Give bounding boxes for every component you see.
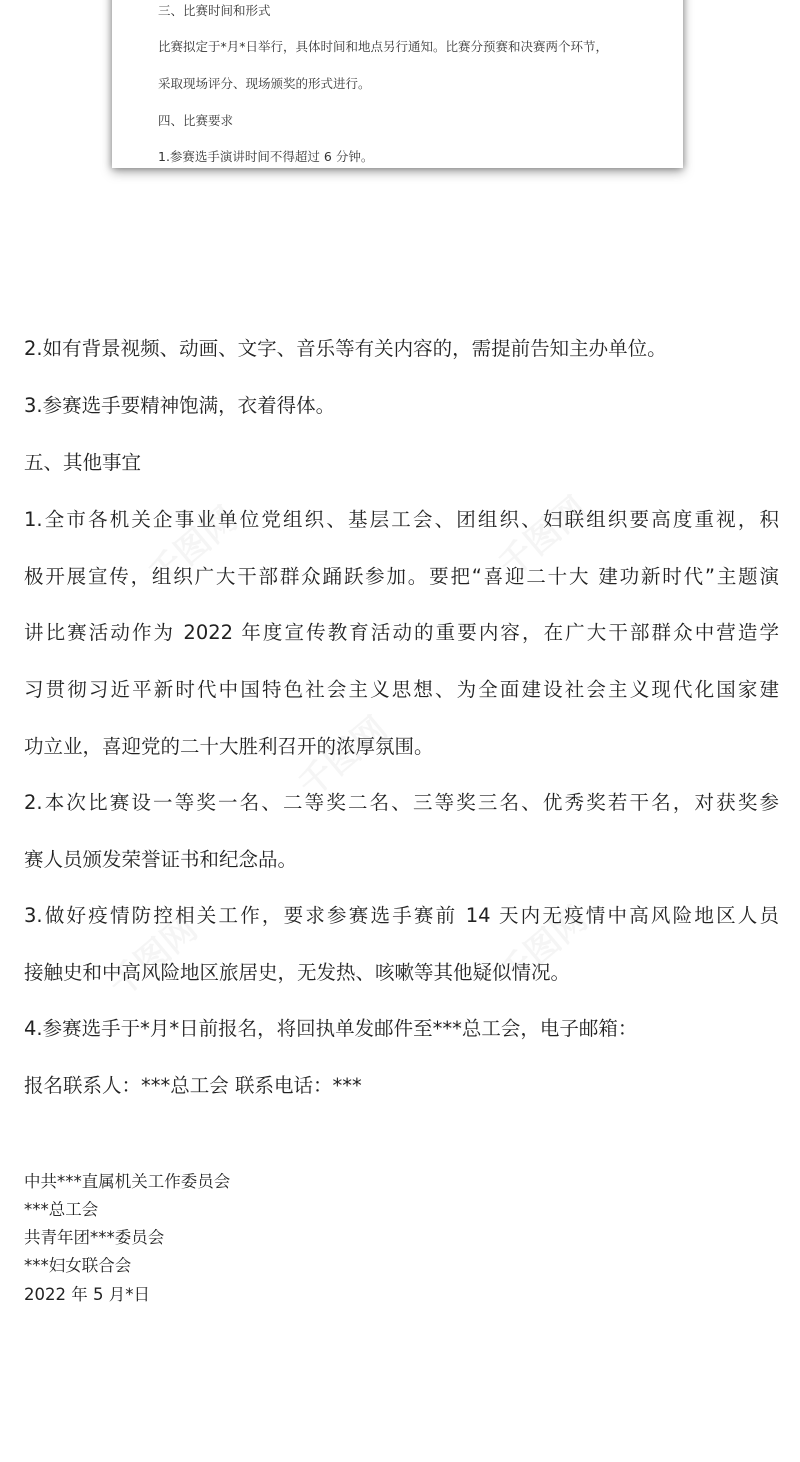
signature-org-4: ***妇女联合会	[24, 1256, 132, 1275]
item-1-line: 1.全市各机关企事业单位党组织、基层工会、团组织、妇联组织要高度重视，积	[24, 508, 779, 531]
contact-info: 报名联系人：***总工会 联系电话：***	[24, 1074, 362, 1097]
watermark: 千图网	[141, 499, 246, 596]
preview-text-line: 1.参赛选手演讲时间不得超过 6 分钟。	[158, 149, 374, 164]
document-preview-card	[112, 0, 683, 168]
preview-heading-4: 四、比赛要求	[158, 113, 234, 128]
item-3-line: 接触史和中高风险地区旅居史，无发热、咳嗽等其他疑似情况。	[24, 961, 571, 984]
item-1-line: 习贯彻习近平新时代中国特色社会主义思想、为全面建设社会主义现代化国家建	[24, 678, 779, 701]
requirement-2: 2.如有背景视频、动画、文字、音乐等有关内容的，需提前告知主办单位。	[24, 337, 667, 360]
watermark: 千图网	[291, 709, 396, 806]
section-heading-5: 五、其他事宜	[24, 451, 142, 474]
item-1-line: 功立业，喜迎党的二十大胜利召开的浓厚氛围。	[24, 735, 434, 758]
item-2-line: 2.本次比赛设一等奖一名、二等奖二名、三等奖三名、优秀奖若干名，对获奖参	[24, 791, 779, 814]
signature-date: 2022 年 5 月*日	[24, 1285, 150, 1304]
preview-text-line: 采取现场评分、现场颁奖的形式进行。	[158, 76, 371, 91]
watermark: 千图网	[491, 489, 596, 586]
signature-org-2: ***总工会	[24, 1200, 99, 1219]
watermark: 千图网	[101, 909, 206, 1006]
item-3-line: 3.做好疫情防控相关工作，要求参赛选手赛前 14 天内无疫情中高风险地区人员	[24, 904, 779, 927]
signature-org-3: 共青年团***委员会	[24, 1228, 165, 1247]
item-4: 4.参赛选手于*月*日前报名，将回执单发邮件至***总工会，电子邮箱：	[24, 1017, 638, 1040]
item-1-line: 讲比赛活动作为 2022 年度宣传教育活动的重要内容，在广大干部群众中营造学	[24, 621, 779, 644]
preview-text-line: 比赛拟定于*月*日举行，具体时间和地点另行通知。比赛分预赛和决赛两个环节，	[158, 39, 609, 54]
watermark: 千图网	[491, 899, 596, 996]
item-1-line: 极开展宣传，组织广大干部群众踊跃参加。要把“喜迎二十大 建功新时代”主题演	[24, 565, 779, 588]
signature-org-1: 中共***直属机关工作委员会	[24, 1172, 231, 1191]
item-2-line: 赛人员颁发荣誉证书和纪念品。	[24, 848, 298, 871]
preview-heading-3: 三、比赛时间和形式	[158, 3, 271, 18]
requirement-3: 3.参赛选手要精神饱满，衣着得体。	[24, 394, 336, 417]
